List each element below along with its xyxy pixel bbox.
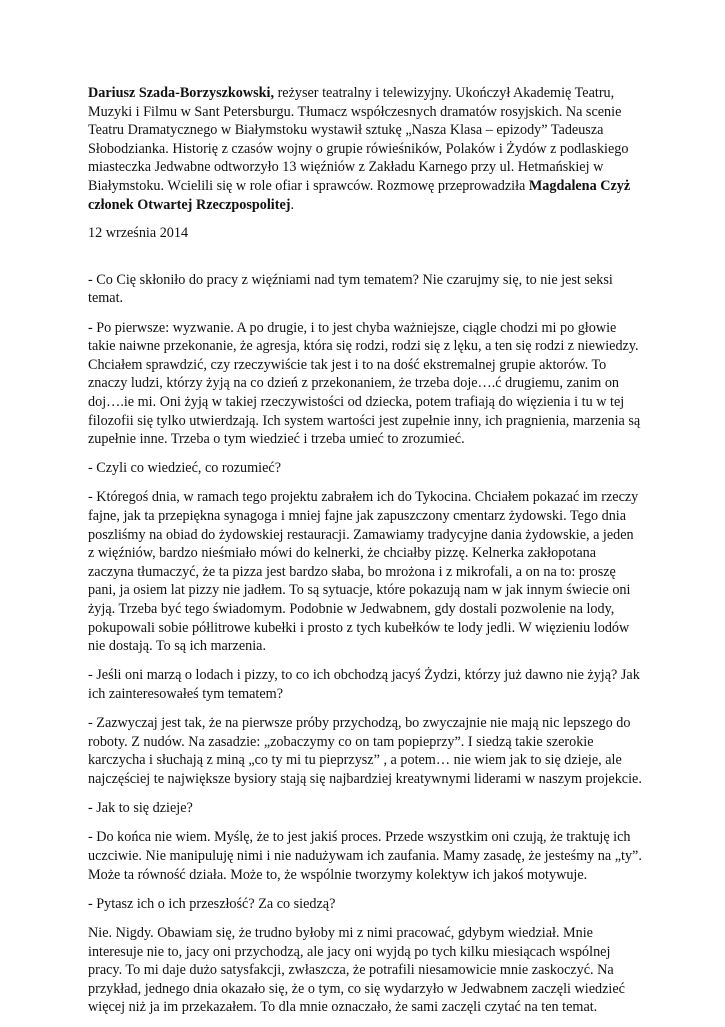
answer-paragraph: - Do końca nie wiem. Myślę, że to jest jakiś proces. Przede wszystkim oni czują, że traktuję ich uczciwie. Nie manipuluję nimi i nie nadużywam ich zaufania. Mamy zasadę, że jesteśmy na „ty”. Może ta równość działa. Może to, że wspólnie tworzymy kolektyw ich jakoś motywuje.: [88, 829, 642, 883]
intro-paragraph: [88, 84, 643, 214]
answer-paragraph: Nie. Nigdy. Obawiam się, że trudno byłoby mi z nimi pracować, gdybym wiedział. Mnie interesuje nie to, jacy oni przychodzą, ale jacy oni wyjdą po tych kilku miesiącach wspólnej pracy. To mi daje dużo satysfakcji, zwłaszcza, że potrafili niesamowicie mnie zaskoczyć. Na przykład, jednego dnia okazało się, że o tym, co się wydarzyło w Jedwabnem zaczęli wiedzieć więcej niż ja im przekazałem. To dla mnie oznaczało, że sami zaczęli czytać na ten temat.: [88, 924, 625, 1016]
answer-paragraph: - Po pierwsze: wyzwanie. A po drugie, i to jest chyba ważniejsze, ciągle chodzi mi po głowie takie naiwne przekonanie, że agresja, która się rodzi, rodzi się z lęku, a ten się rodzi z niewiedzy. Chciałem sprawdzić, czy rzeczywiście tak jest i to na dość ekstremalnej grupie aktorów. To znaczy ludzi, którzy żyją na co dzień z przekonaniem, że trzeba doje….ć drugiemu, zanim on doj….ie mi. Oni żyją w takiej rzeczywistości od dziecka, potem trafiają do więzienia i tu w tej filozofii się tylko utwierdzają. Ich system wartości jest zupełnie inny, ich pragnienia, marzenia są zupełnie inne. Trzeba o tym wiedzieć i trzeba umieć to zrozumieć.: [88, 319, 641, 448]
question-paragraph: - Jeśli oni marzą o lodach i pizzy, to co ich obchodzą jacyś Żydzi, którzy już dawno nie żyją? Jak ich zainteresowałeś tym tematem?: [88, 667, 640, 702]
answer-paragraph: - Któregoś dnia, w ramach tego projektu zabrałem ich do Tykocina. Chciałem pokazać im rzeczy fajne, jak ta przepiękna synagoga i mniej fajne jak zapuszczony cmentarz żydowski. Tego dnia poszliśmy na obiad do żydowskiej restauracji. Zamawiamy tradycyjne dania żydowskie, a jeden z więźniów, bardzo nieśmiało mówi do kelnerki, że chciałby pizzę. Kelnerka zakłopotana zaczyna tłumaczyć, że ta pizza jest bardzo słaba, bo mrożona i z mikrofali, a on na to: proszę pani, ja osiem lat pizzy nie jadłem. To są sytuacje, które pokazują nam w jak innym świecie oni żyją. Trzeba być tego świadomym. Podobnie w Jedwabnem, gdy dostali pozwolenie na lody, pokupowali sobie półlitrowe kubełki i prosto z tych kubełków te lody jedli. W więzieniu lodów nie dostają. To są ich marzenia.: [88, 489, 639, 655]
interviewer-name: Magdalena Czyż członek Otwartej Rzeczpospolitej: [88, 177, 631, 213]
question-paragraph: - Jak to się dzieje?: [88, 800, 193, 817]
question-paragraph: - Czyli co wiedzieć, co rozumieć?: [88, 460, 282, 477]
document-page: [88, 84, 643, 1027]
publication-date: 12 września 2014: [88, 225, 189, 242]
answer-paragraph: - Zazwyczaj jest tak, że na pierwsze próby przychodzą, bo zwyczajnie nie mają nic lepszego do roboty. Z nudów. Na zasadzie: „zobaczymy co on tam popieprzy”. I siedzą takie szerokie karczycha i słuchają z miną „co ty mi tu pieprzysz” , a potem… nie wiem jak to się dzieje, ale najczęściej te największe bysiory stają się najbardziej kreatywnymi liderami w naszym projekcie.: [88, 715, 642, 787]
intro-description: reżyser teatralny i telewizyjny. Ukończył Akademię Teatru, Muzyki i Filmu w Sant Petersburgu. Tłumacz współczesnych dramatów rosyjskich. Na scenie Teatru Dramatycznego w Białymstoku wystawił sztukę „Nasza Klasa – epizody” Tadeusza Słobodzianka. Historię z czasów wojny o grupie rówieśników, Polaków i Żydów z podlaskiego miasteczka Jedwabne odtworzyło 13 więźniów z Zakładu Karnego przy ul. Hetmańskiej w Białymstoku. Wcielili się w role ofiar i sprawców. Rozmowę przeprowadziła: [88, 85, 629, 194]
question-paragraph: - Co Cię skłoniło do pracy z więźniami nad tym tematem? Nie czarujmy się, to nie jest seksi temat.: [88, 271, 613, 307]
question-paragraph: - Pytasz ich o ich przeszłość? Za co siedzą?: [88, 895, 336, 912]
author-name: Dariusz Szada-Borzyszkowski,: [88, 85, 275, 101]
intro-end: .: [290, 196, 295, 213]
